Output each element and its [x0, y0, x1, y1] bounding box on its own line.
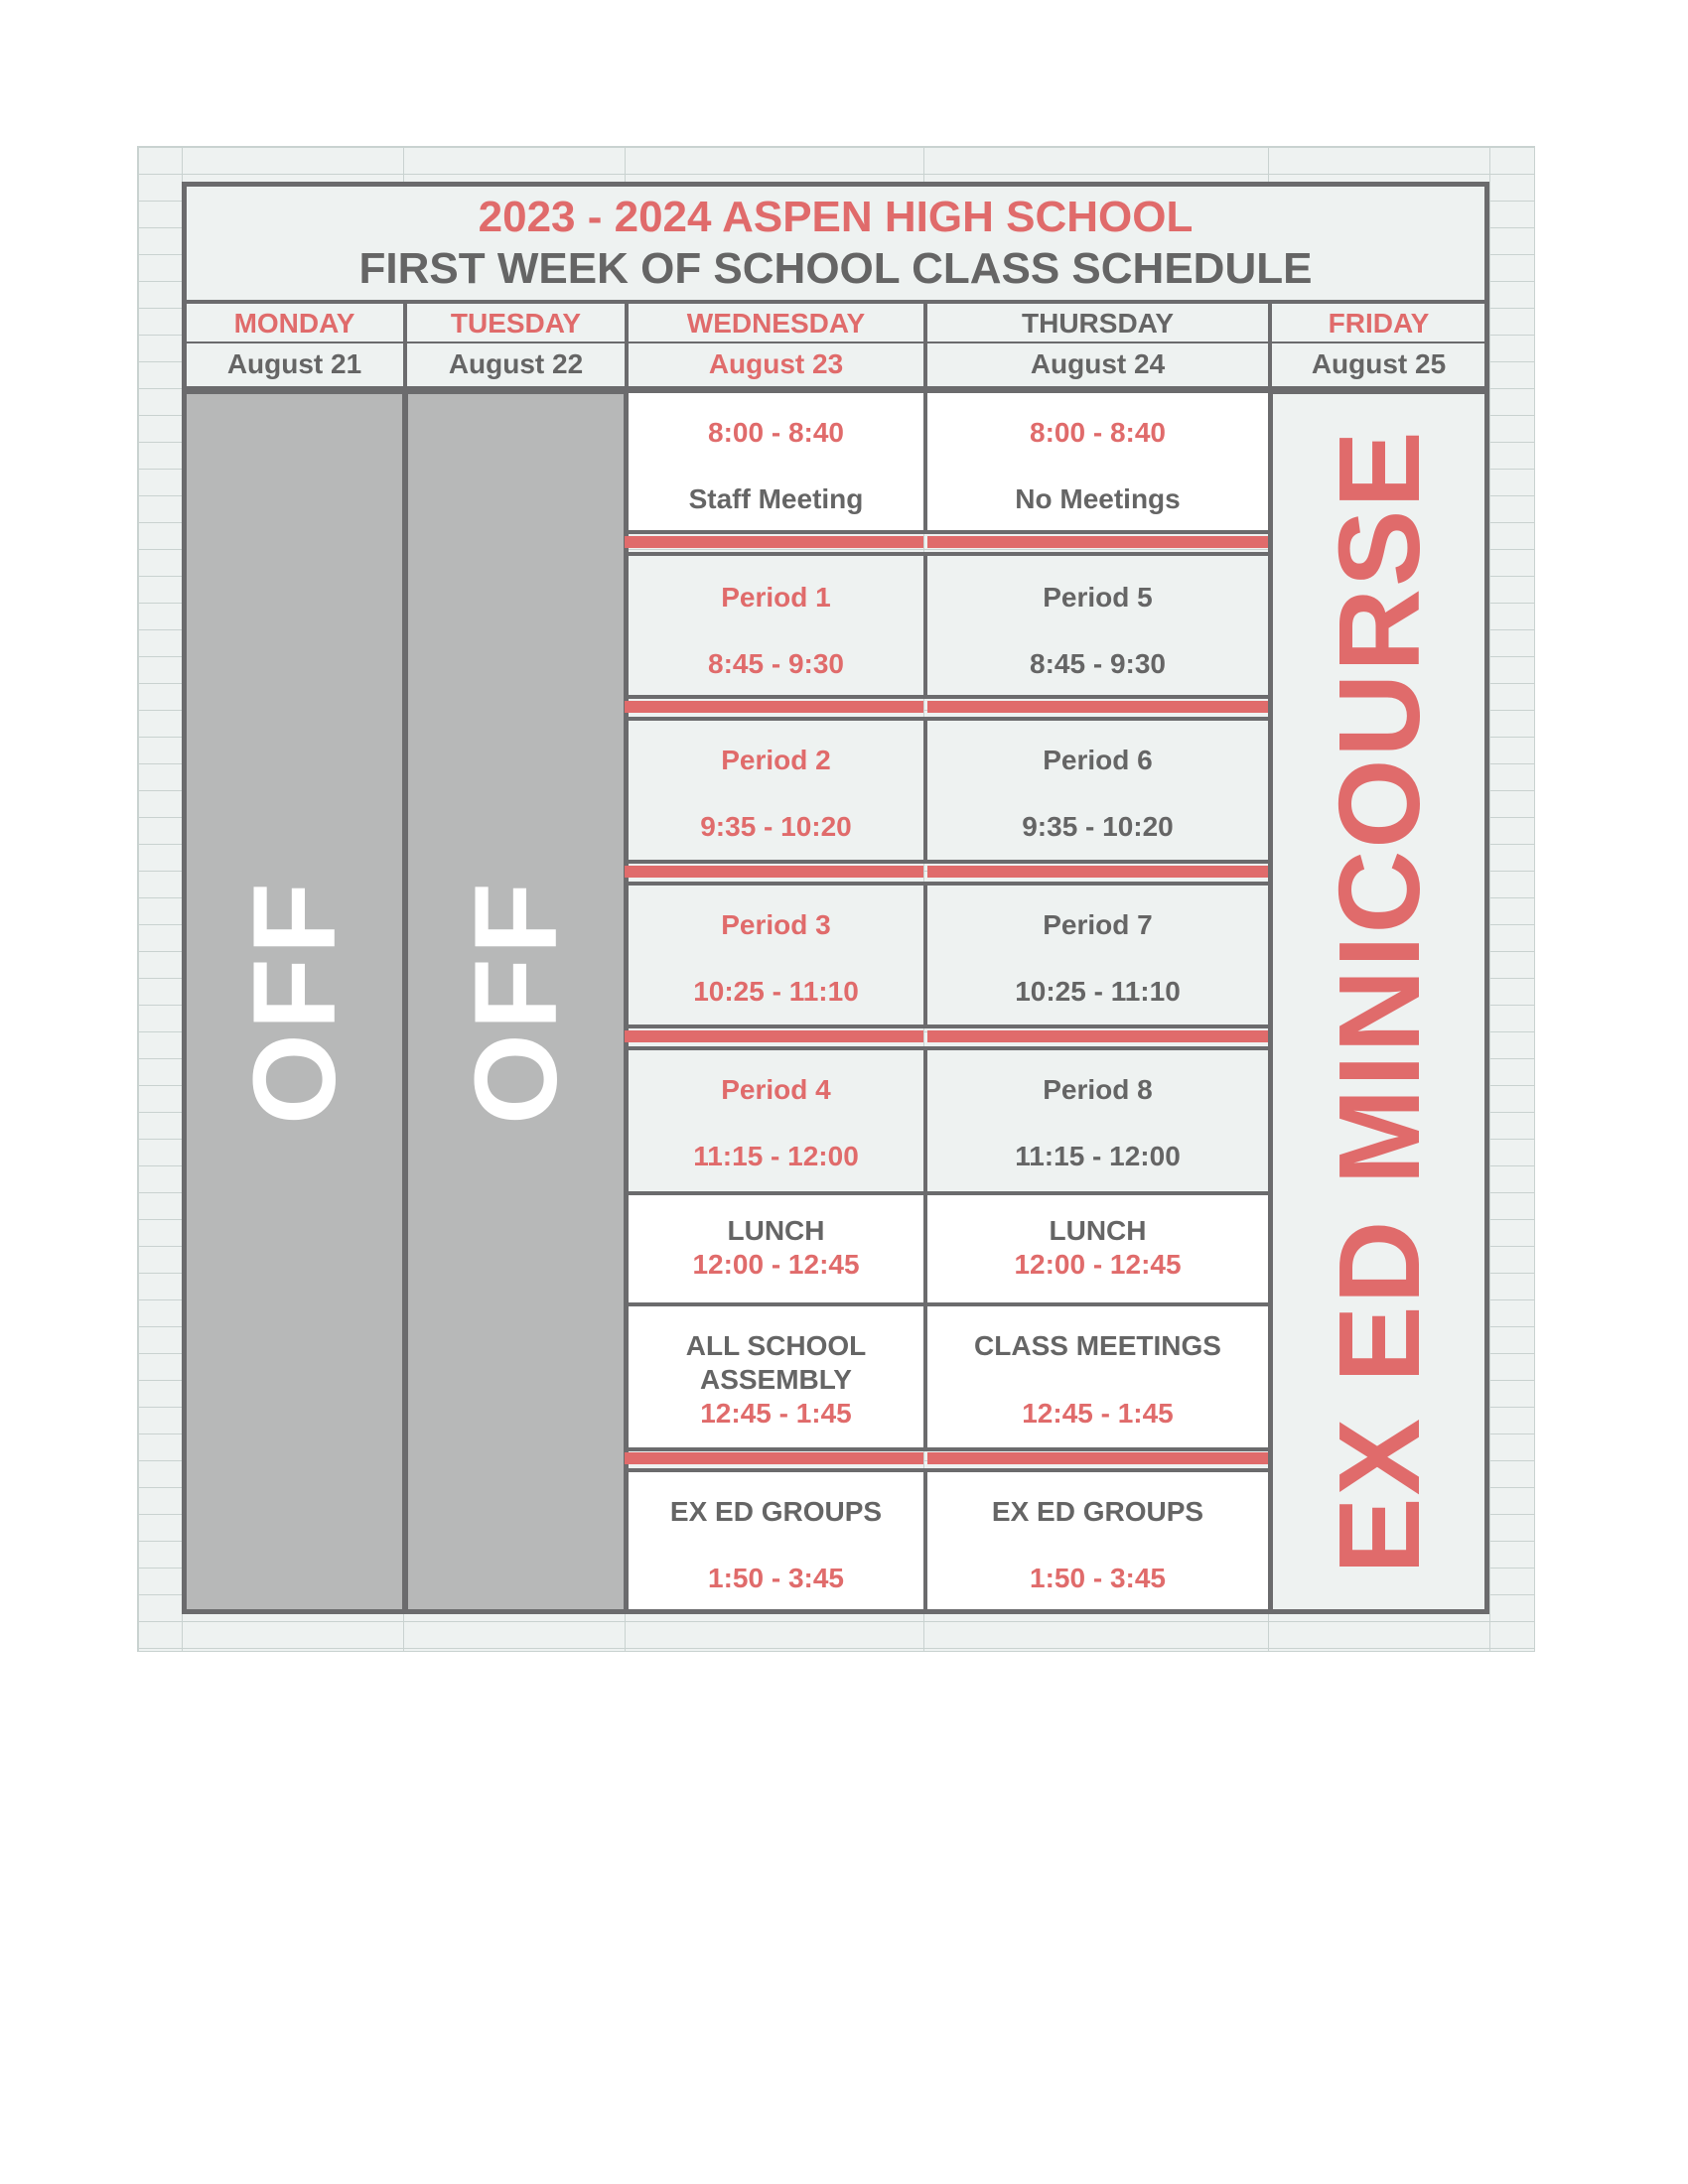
friday-minicourse-label: EX ED MINICOURSE	[1314, 429, 1444, 1574]
separator-bar	[927, 1452, 1268, 1464]
block-label: Period 7	[1043, 909, 1153, 940]
thursday-block-no-meetings	[923, 389, 1272, 534]
thursday-block-class-meetings	[923, 1302, 1272, 1451]
schedule-title-box	[182, 182, 1489, 304]
separator-bar	[625, 1452, 923, 1464]
block-label: Period 5	[1043, 582, 1153, 613]
day-name: WEDNESDAY	[629, 304, 923, 343]
day-name: MONDAY	[186, 304, 403, 343]
block-label: Period 8	[1043, 1074, 1153, 1105]
separator-bar	[625, 866, 923, 878]
block-label: CLASS MEETINGS	[974, 1330, 1221, 1361]
thursday-block-period-7	[923, 882, 1272, 1028]
wednesday-block-period-1	[625, 552, 927, 699]
wednesday-block-period-4	[625, 1046, 927, 1195]
wednesday-block-assembly	[625, 1302, 927, 1451]
block-label: Period 2	[721, 745, 831, 775]
separator-bar	[625, 1030, 923, 1042]
separator-bar	[927, 1030, 1268, 1042]
block-time: 10:25 - 11:10	[693, 976, 859, 1007]
day-date: August 24	[1030, 348, 1166, 379]
day-date: August 23	[708, 348, 844, 379]
block-time: 12:45 - 1:45	[700, 1398, 852, 1429]
block-time: 8:45 - 9:30	[708, 648, 844, 679]
wednesday-block-staff-meeting	[625, 389, 927, 534]
block-time: 12:00 - 12:45	[1014, 1249, 1182, 1280]
monday-off-column	[182, 389, 407, 1614]
day-header-friday	[1268, 304, 1489, 390]
separator-bar	[927, 866, 1268, 878]
day-header-wednesday	[625, 304, 927, 390]
block-time: 12:45 - 1:45	[1022, 1398, 1174, 1429]
block-label: Period 6	[1043, 745, 1153, 775]
schedule-subtitle: FIRST WEEK OF SCHOOL CLASS SCHEDULE	[358, 244, 1313, 293]
wednesday-block-period-2	[625, 717, 927, 864]
block-time: 8:00 - 8:40	[1030, 417, 1166, 448]
block-time: 11:15 - 12:00	[693, 1141, 859, 1171]
block-label: EX ED GROUPS	[991, 1496, 1204, 1527]
block-label: LUNCH	[1049, 1215, 1147, 1246]
day-name: TUESDAY	[407, 304, 625, 343]
tuesday-off-column	[403, 389, 629, 1614]
monday-off-label: OFF	[228, 879, 360, 1125]
wednesday-block-ex-ed-groups	[625, 1468, 927, 1614]
thursday-block-ex-ed-groups	[923, 1468, 1272, 1614]
block-time: 11:15 - 12:00	[1015, 1141, 1181, 1171]
friday-minicourse-column	[1268, 389, 1489, 1614]
separator-bar	[625, 536, 923, 548]
block-label: Period 4	[721, 1074, 831, 1105]
day-name: THURSDAY	[927, 304, 1268, 343]
tuesday-off-label: OFF	[450, 879, 582, 1125]
grid-line	[1489, 146, 1490, 1652]
block-time: 8:00 - 8:40	[708, 417, 844, 448]
block-time: 12:00 - 12:45	[692, 1249, 860, 1280]
wednesday-block-period-3	[625, 882, 927, 1028]
block-time: 1:50 - 3:45	[708, 1563, 844, 1593]
thursday-block-period-6	[923, 717, 1272, 864]
block-label: Staff Meeting	[688, 483, 864, 514]
thursday-block-period-5	[923, 552, 1272, 699]
block-label: Period 1	[721, 582, 831, 613]
thursday-block-lunch	[923, 1191, 1272, 1306]
day-date: August 22	[448, 348, 584, 379]
day-header-tuesday	[403, 304, 629, 390]
separator-bar	[927, 536, 1268, 548]
school-title: 2023 - 2024 ASPEN HIGH SCHOOL	[478, 193, 1194, 241]
block-label: ALL SCHOOL	[685, 1330, 867, 1361]
day-name: FRIDAY	[1272, 304, 1485, 343]
separator-bar	[625, 701, 923, 713]
block-time: 9:35 - 10:20	[700, 811, 852, 842]
day-header-thursday	[923, 304, 1272, 390]
day-date: August 25	[1311, 348, 1447, 379]
block-time: 8:45 - 9:30	[1030, 648, 1166, 679]
separator-bar	[927, 701, 1268, 713]
thursday-block-period-8	[923, 1046, 1272, 1195]
block-time: 10:25 - 11:10	[1015, 976, 1181, 1007]
day-header-monday	[182, 304, 407, 390]
block-label: EX ED GROUPS	[669, 1496, 883, 1527]
block-label: LUNCH	[727, 1215, 825, 1246]
block-time: 9:35 - 10:20	[1022, 811, 1174, 842]
day-date: August 21	[226, 348, 362, 379]
wednesday-block-lunch	[625, 1191, 927, 1306]
block-label-line-2: ASSEMBLY	[699, 1364, 852, 1395]
block-label: Period 3	[721, 909, 831, 940]
block-label: No Meetings	[1015, 483, 1181, 514]
block-time: 1:50 - 3:45	[1030, 1563, 1166, 1593]
